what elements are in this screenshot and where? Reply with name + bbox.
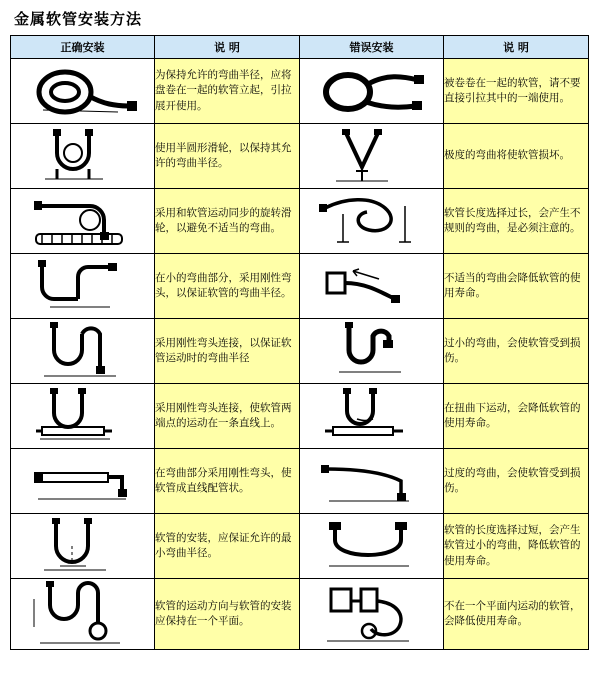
description-cell-wrong: 软管长度选择过长，会产生不规则的弯曲，是必须注意的。 bbox=[444, 189, 589, 254]
description-cell-correct: 采用和软管运动同步的旋转滑轮，以避免不适当的弯曲。 bbox=[155, 189, 300, 254]
hose-over-semicircular-sheave-icon bbox=[11, 127, 154, 185]
table-row bbox=[11, 319, 589, 384]
header-correct-install: 正确安装 bbox=[11, 36, 155, 59]
figure-cell-correct bbox=[11, 514, 155, 579]
figure-cell-wrong bbox=[300, 254, 444, 319]
table-row bbox=[11, 124, 589, 189]
table-row bbox=[11, 59, 589, 124]
description-cell-wrong: 过小的弯曲，会使软管受到损伤。 bbox=[444, 319, 589, 384]
description-cell-correct: 在小的弯曲部分，采用刚性弯头，以保证软管的弯曲半径。 bbox=[155, 254, 300, 319]
rigid-elbow-connection-moving-hose-icon bbox=[11, 320, 154, 382]
figure-cell-correct bbox=[11, 384, 155, 449]
hose-sharp-v-bend-icon bbox=[300, 127, 443, 185]
figure-cell-correct bbox=[11, 254, 155, 319]
over-tight-bend-u-shape-icon bbox=[300, 320, 443, 382]
figure-cell-wrong bbox=[300, 319, 444, 384]
table-row bbox=[11, 189, 589, 254]
figure-cell-correct bbox=[11, 449, 155, 514]
figure-cell-correct bbox=[11, 319, 155, 384]
coiled-hose-pulled-straight-icon bbox=[300, 62, 443, 120]
header-wrong-install: 错误安装 bbox=[300, 36, 444, 59]
table-row bbox=[11, 449, 589, 514]
figure-cell-wrong bbox=[300, 449, 444, 514]
figure-cell-wrong bbox=[300, 189, 444, 254]
hose-motion-out-of-plane-icon bbox=[300, 579, 443, 649]
figure-cell-wrong bbox=[300, 579, 444, 650]
hose-with-rotating-pulley-chain-icon bbox=[11, 192, 154, 250]
description-cell-wrong: 不在一个平面内运动的软管，会降低使用寿命。 bbox=[444, 579, 589, 650]
installation-methods-table bbox=[10, 35, 589, 650]
hose-motion-same-plane-icon bbox=[11, 579, 154, 649]
improper-bend-at-fitting-icon bbox=[300, 257, 443, 315]
figure-cell-wrong bbox=[300, 124, 444, 189]
description-cell-wrong: 不适当的弯曲会降低软管的使用寿命。 bbox=[444, 254, 589, 319]
table-header-row bbox=[11, 36, 589, 59]
hose-too-long-slack-bend-icon bbox=[300, 516, 443, 576]
excessive-bend-at-elbow-icon bbox=[300, 455, 443, 507]
page-title: 金属软管安装方法 bbox=[14, 10, 143, 28]
description-cell-correct: 采用刚性弯头连接，以保证软管运动时的弯曲半径 bbox=[155, 319, 300, 384]
description-cell-wrong: 过度的弯曲，会使软管受到损伤。 bbox=[444, 449, 589, 514]
table-row bbox=[11, 384, 589, 449]
description-cell-correct: 使用半圆形滑轮，以保持其允许的弯曲半径。 bbox=[155, 124, 300, 189]
rigid-elbow-straight-piping-icon bbox=[11, 455, 154, 507]
description-cell-wrong: 软管的长度选择过短，会产生软管过小的弯曲，降低软管的使用寿命。 bbox=[444, 514, 589, 579]
description-cell-wrong: 在扭曲下运动，会降低软管的使用寿命。 bbox=[444, 384, 589, 449]
description-cell-correct: 软管的运动方向与软管的安装应保持在一个平面。 bbox=[155, 579, 300, 650]
figure-cell-correct bbox=[11, 189, 155, 254]
table-row bbox=[11, 514, 589, 579]
description-cell-wrong: 被卷卷在一起的软管，请不要直接引拉其中的一端使用。 bbox=[444, 59, 589, 124]
header-correct-desc: 说 明 bbox=[155, 36, 300, 59]
figure-cell-wrong bbox=[300, 384, 444, 449]
figure-cell-correct bbox=[11, 579, 155, 650]
description-cell-correct: 软管的安装，应保证允许的最小弯曲半径。 bbox=[155, 514, 300, 579]
table-row bbox=[11, 579, 589, 650]
description-cell-correct: 在弯曲部分采用刚性弯头，使软管成直线配管状。 bbox=[155, 449, 300, 514]
figure-cell-wrong bbox=[300, 59, 444, 124]
description-cell-correct: 采用刚性弯头连接，使软管两端点的运动在一条直线上。 bbox=[155, 384, 300, 449]
figure-cell-correct bbox=[11, 59, 155, 124]
table-row bbox=[11, 254, 589, 319]
header-wrong-desc: 说 明 bbox=[444, 36, 589, 59]
rigid-elbow-both-ends-straight-line-icon bbox=[11, 387, 154, 445]
rigid-elbow-at-small-bend-icon bbox=[11, 257, 154, 315]
hose-too-long-irregular-bend-icon bbox=[300, 192, 443, 250]
hose-twisted-in-torsion-icon bbox=[300, 387, 443, 445]
description-cell-wrong: 极度的弯曲将使软管损坏。 bbox=[444, 124, 589, 189]
figure-cell-correct bbox=[11, 124, 155, 189]
hose-minimum-bend-radius-u-icon bbox=[11, 516, 154, 576]
coiled-hose-on-reel-icon bbox=[11, 62, 154, 120]
figure-cell-wrong bbox=[300, 514, 444, 579]
description-cell-correct: 为保持允许的弯曲半径，应将盘卷在一起的软管立起，引拉展开使用。 bbox=[155, 59, 300, 124]
